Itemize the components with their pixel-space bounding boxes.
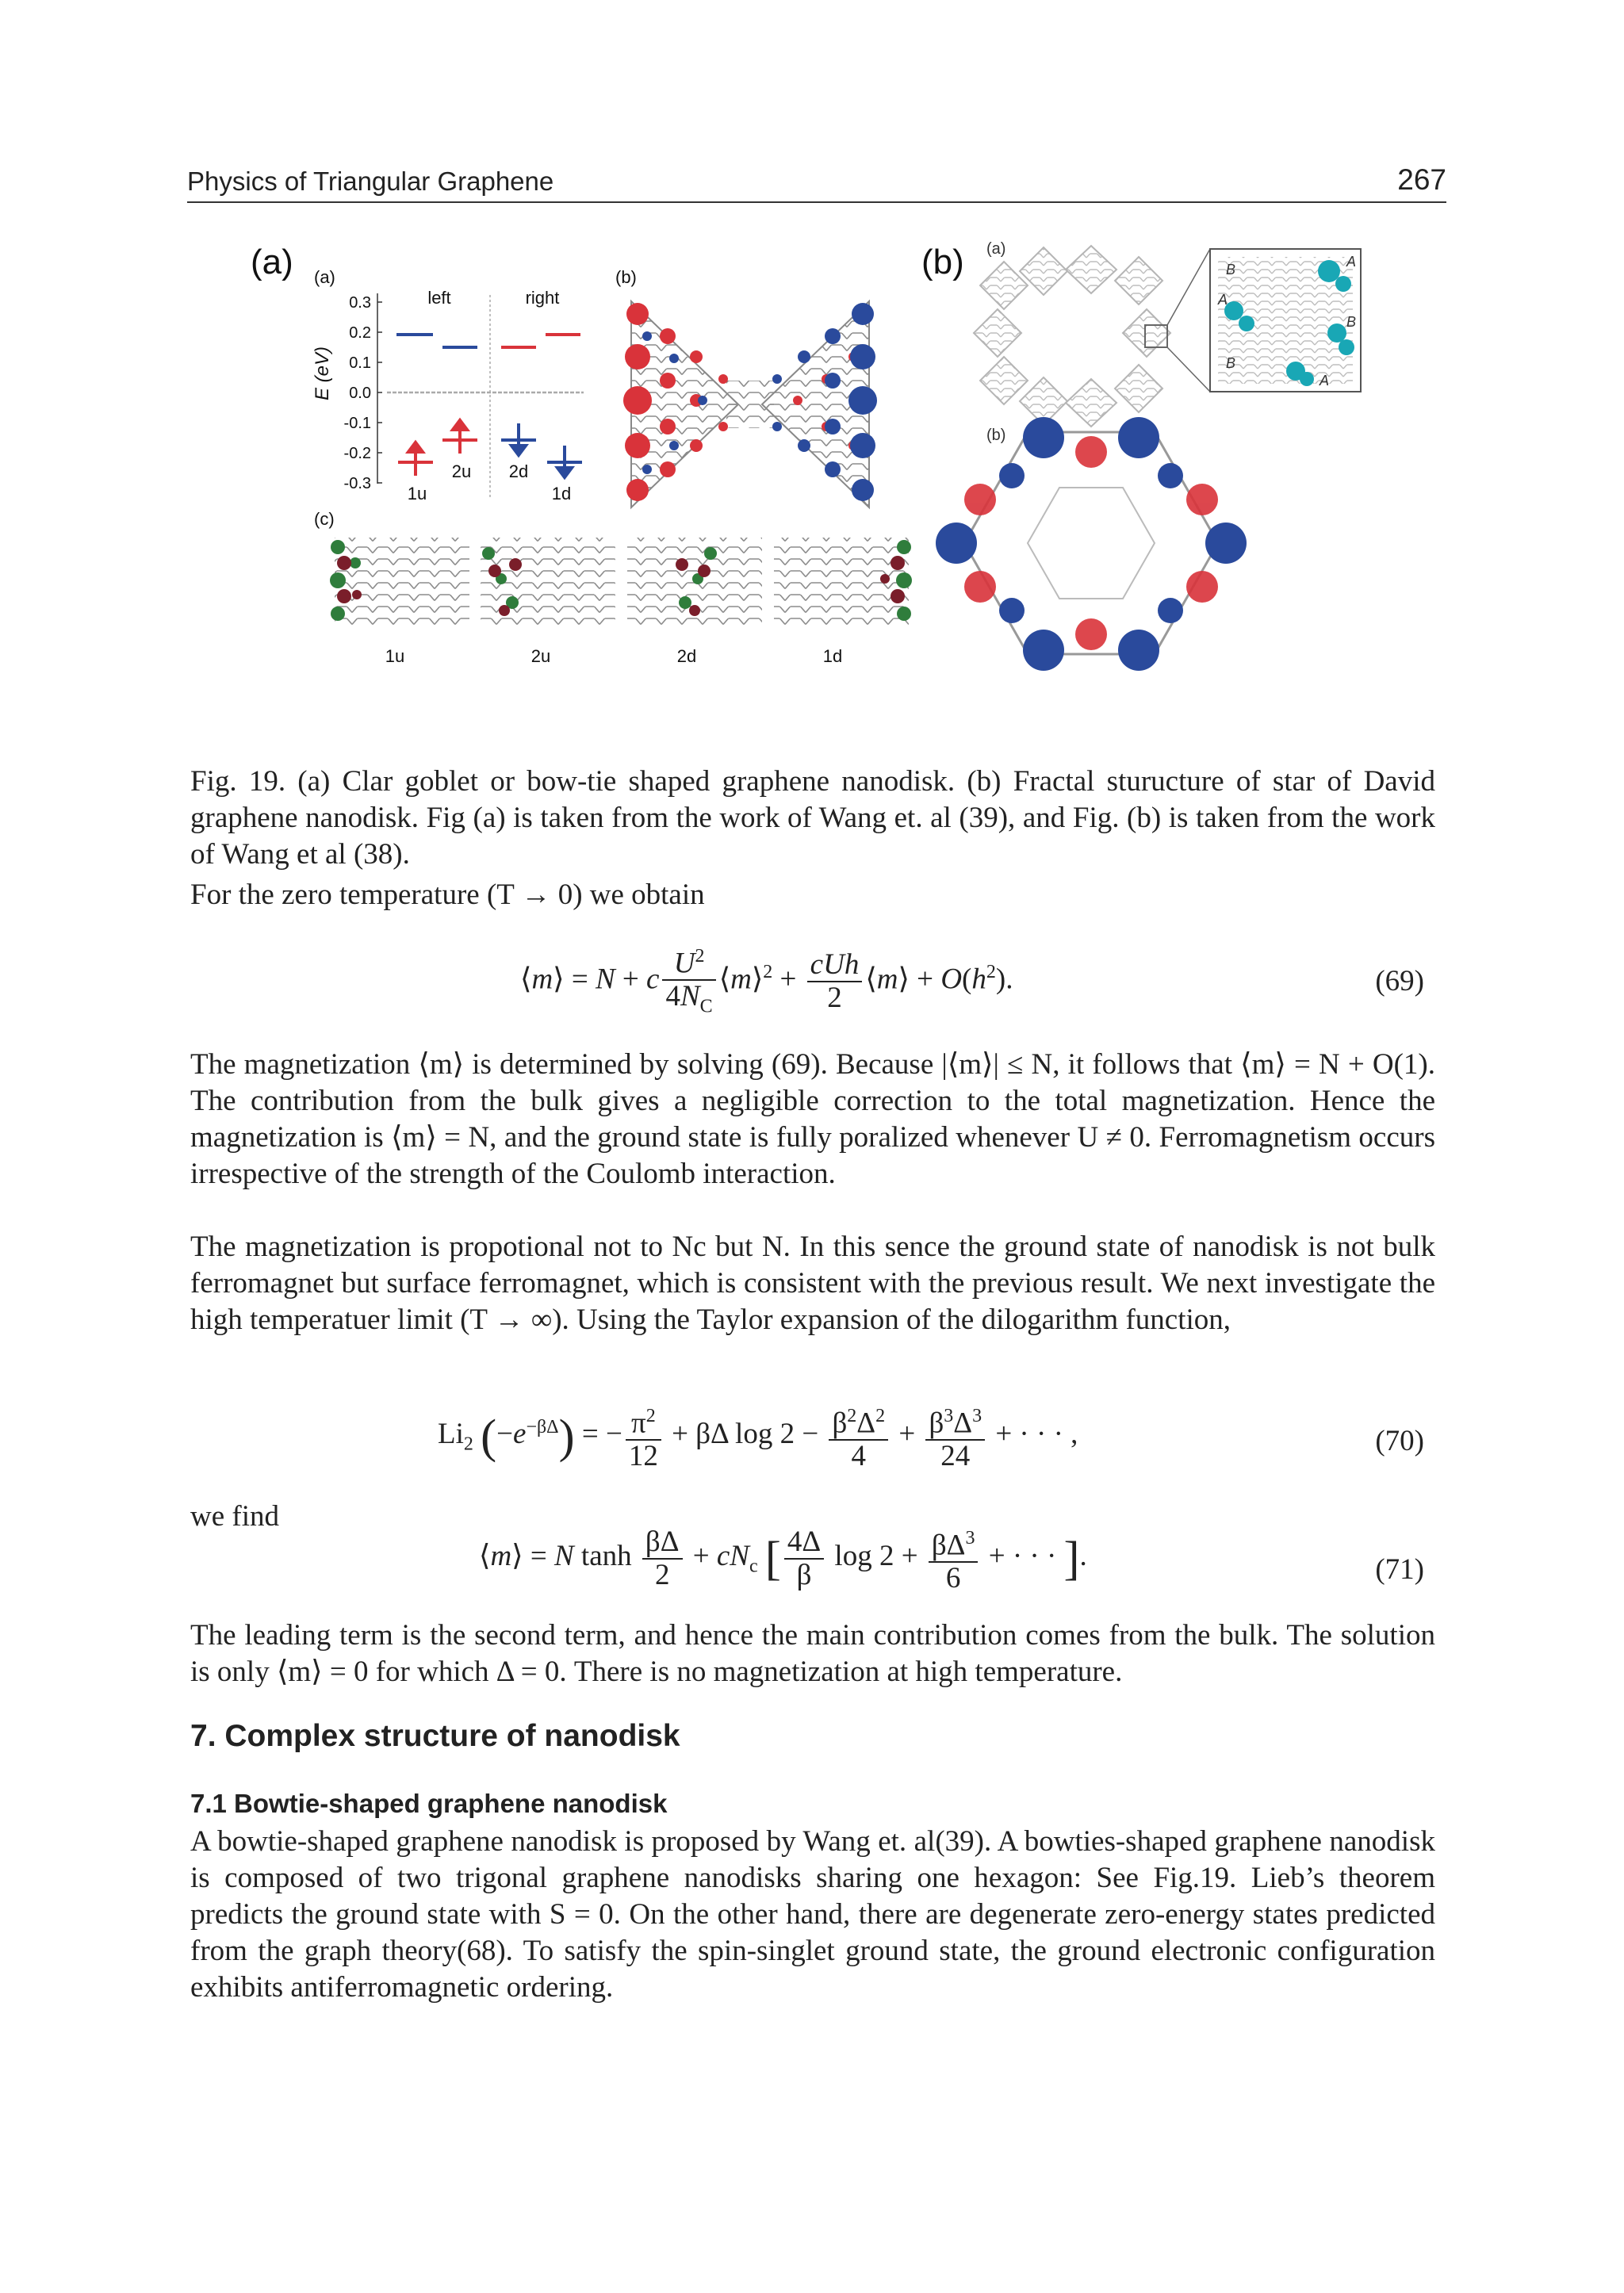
bowtie-molecule-spin-density bbox=[623, 301, 877, 507]
inset-label-b3: B bbox=[1226, 355, 1236, 371]
zero-mode-wavefunctions bbox=[330, 538, 912, 666]
c-label-1u: 1u bbox=[385, 646, 405, 666]
inset-label-a1: A bbox=[1346, 254, 1357, 270]
equation-number-71: (71) bbox=[1375, 1553, 1424, 1586]
figure-caption: Fig. 19. (a) Clar goblet or bow-tie shaped graphene nanodisk. (b) Fractal sturucture of star of David graphene nanodisk. Fig (a) is taken from the work of Wang et. al (39), and Fig. (b) is taken from the work of Wang et al (38). bbox=[190, 765, 1435, 871]
tick-3: 0.0 bbox=[349, 385, 371, 402]
inset-label-b2: B bbox=[1346, 314, 1357, 330]
page-number: 267 bbox=[1397, 163, 1446, 196]
tick-5: -0.2 bbox=[343, 445, 371, 462]
state-label-1d: 1d bbox=[551, 484, 572, 503]
a-sub-c-label: (c) bbox=[314, 509, 335, 529]
inset-label-a2: A bbox=[1218, 292, 1228, 308]
b-sub-a-label: (a) bbox=[986, 240, 1006, 258]
column-left-label: left bbox=[427, 288, 451, 308]
paragraph-high-temperature: The leading term is the second term, and hence the main contribution comes from the bulk. The solution is only ⟨m⟩ = 0 for which Δ = 0. There is no magnetization at high temperature. bbox=[190, 1619, 1435, 1688]
state-label-1u: 1u bbox=[407, 484, 427, 503]
c-label-2u: 2u bbox=[530, 646, 551, 666]
c-label-1d: 1d bbox=[822, 646, 843, 666]
inset-label-a3: A bbox=[1320, 373, 1330, 389]
fractal-star-spin-density bbox=[936, 417, 1247, 671]
tick-4: -0.1 bbox=[343, 415, 371, 432]
paragraph-magnetization: The magnetization ⟨m⟩ is determined by solving (69). Because |⟨m⟩| ≤ N, it follows that ⟨m⟩ = N + O(1). The contribution from the bulk gives a negligible correction to the total magnetization. Hence the magnetization is ⟨m⟩ = N, and the ground state is fully poralized whenever U ≠ 0. Ferromagnetism occurs irrespective of the strength of the Coulomb interaction. bbox=[190, 1048, 1435, 1190]
inset-label-b1: B bbox=[1226, 262, 1236, 278]
state-label-2d: 2d bbox=[508, 461, 529, 481]
subsection-heading: 7.1 Bowtie-shaped graphene nanodisk bbox=[190, 1789, 668, 1818]
running-head bbox=[187, 163, 1446, 203]
fractal-star-gray bbox=[974, 246, 1210, 427]
panel-b-label: (b) bbox=[921, 243, 964, 281]
paragraph-zero-temperature: For the zero temperature (T → 0) we obtain bbox=[190, 879, 705, 911]
paragraph-surface-ferromagnet: The magnetization is propotional not to Nc but N. In this sence the ground state of nanodisk is not bulk ferromagnet but surface ferromagnet, which is consistent with the previous result. We next investigate the high temperatuer limit (T → ∞). Using the Taylor expansion of the dilogarithm function, bbox=[190, 1231, 1435, 1336]
a-sub-a-label: (a) bbox=[314, 267, 335, 287]
paragraph-bowtie: A bowtie-shaped graphene nanodisk is proposed by Wang et. al(39). A bowties-shaped graphene nanodisk is composed of two trigonal graphene nanodisks sharing one hexagon: See Fig.19. Lieb’s theorem predicts the ground state with S = 0. On the other hand, there are degenerate zero-energy states predicted from the graph theory(68). To satisfy the spin-singlet ground state, the ground electronic configuration exhibits antiferromagnetic ordering. bbox=[190, 1825, 1435, 2004]
sublattice-inset bbox=[1210, 249, 1361, 392]
section-heading: 7. Complex structure of nanodisk bbox=[190, 1719, 680, 1753]
column-right-label: right bbox=[525, 288, 560, 308]
state-label-2u: 2u bbox=[451, 461, 472, 481]
tick-0: 0.3 bbox=[349, 294, 371, 312]
a-sub-b-label: (b) bbox=[615, 267, 637, 287]
running-title: Physics of Triangular Graphene bbox=[187, 167, 554, 196]
c-label-2d: 2d bbox=[676, 646, 697, 666]
figure-graphic bbox=[187, 238, 1456, 729]
equation-number-69: (69) bbox=[1375, 965, 1424, 997]
energy-axis-label: E (eV) bbox=[312, 346, 333, 400]
equation-number-70: (70) bbox=[1375, 1425, 1424, 1457]
figure-19 bbox=[187, 238, 1456, 729]
panel-a-label: (a) bbox=[251, 243, 293, 281]
energy-ticks bbox=[344, 294, 371, 492]
energy-level-diagram bbox=[312, 288, 584, 503]
tick-2: 0.1 bbox=[349, 354, 371, 372]
tick-1: 0.2 bbox=[349, 324, 371, 342]
tick-6: -0.3 bbox=[343, 475, 371, 492]
b-sub-b-label: (b) bbox=[986, 427, 1006, 444]
paragraph-we-find: we find bbox=[190, 1500, 279, 1533]
